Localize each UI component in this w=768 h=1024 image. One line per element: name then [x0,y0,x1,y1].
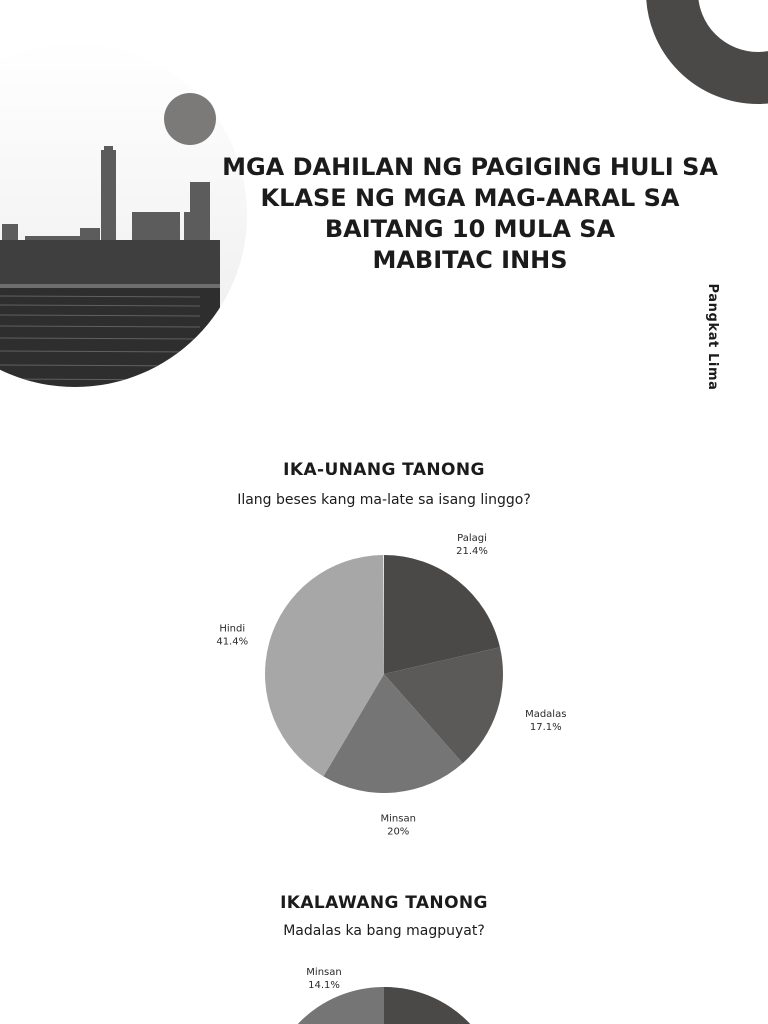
question-2-text: Madalas ka bang magpuyat? [283,923,485,939]
pie-label-palagi: Palagi 21.4% [456,532,488,557]
pie-2-label-minsan: Minsan 14.1% [306,967,342,991]
title-line: MABITAC INHS [372,246,568,274]
pie-label-madalas: Madalas 17.1% [525,709,567,734]
title-line: MGA DAHILAN NG PAGIGING HULI SA [222,153,718,181]
pie-label-minsan: Minsan 20% [380,813,416,838]
question-1-heading: IKA-UNANG TANONG [283,460,485,480]
group-label: Pangkat Lima [705,283,720,391]
question-1-text: Ilang beses kang ma-late sa isang linggo? [237,492,531,508]
question-2-heading: IKALAWANG TANONG [280,893,488,913]
pie-2-slice-first [384,987,503,1024]
title-line: KLASE NG MGA MAG-AARAL SA [260,184,680,212]
pie-label-hindi: Hindi 41.4% [216,623,249,648]
title-line: BAITANG 10 MULA SA [324,215,616,243]
